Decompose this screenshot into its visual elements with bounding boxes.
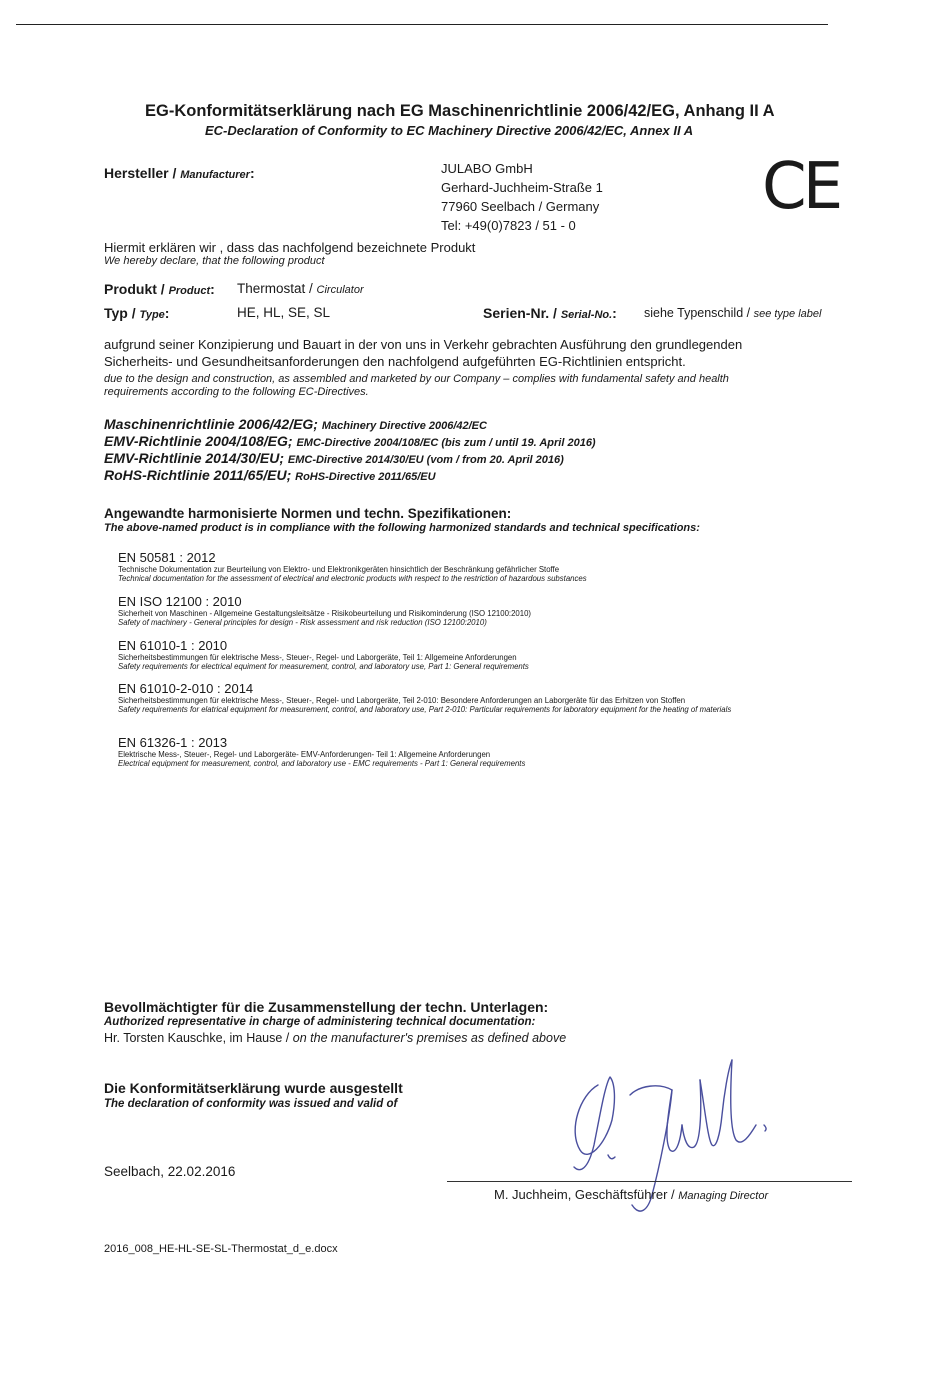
standard-desc-en: Technical documentation for the assessment of electrical and electronic products with respect to the restriction of hazardous substances xyxy=(118,574,587,583)
product-label-en: Product xyxy=(168,285,211,297)
serial-label-en: Serial-No. xyxy=(560,309,613,321)
product-value-de: Thermostat / xyxy=(237,281,313,296)
standards-heading-de: Angewandte harmonisierte Normen und techn. Spezifikationen: xyxy=(104,506,512,521)
compliance-en-line2: requirements according to the following EC-Directives. xyxy=(104,386,369,398)
manufacturer-label-en: Manufacturer xyxy=(180,169,250,181)
type-label-en: Type xyxy=(139,309,165,321)
standard-code: EN 50581 : 2012 xyxy=(118,550,216,565)
declare-en: We hereby declare, that the following product xyxy=(104,255,325,267)
file-name: 2016_008_HE-HL-SE-SL-Thermostat_d_e.docx xyxy=(104,1243,338,1255)
standard-desc-en: Electrical equipment for measurement, control, and laboratory use - EMC requirements - Part 1: General requirements xyxy=(118,759,526,768)
standard-desc-de: Sicherheitsbestimmungen für elektrische Mess-, Steuer-, Regel- und Laborgeräte, Teil 2-010: Besondere Anforderungen an Laborgeräte für das Erhitzen von Stoffen xyxy=(118,696,686,705)
issued-en: The declaration of conformity was issued and valid of xyxy=(104,1098,398,1110)
product-value-en: Circulator xyxy=(316,284,364,296)
manufacturer-label-colon: : xyxy=(249,165,255,181)
standard-item xyxy=(118,638,808,671)
address-line: Gerhard-Juchheim-Straße 1 xyxy=(441,180,603,195)
compliance-de-line2: Sicherheits- und Gesundheitsanforderungen den nachfolgend aufgeführten EG-Richtlinien entspricht. xyxy=(104,354,686,369)
serial-label-de: Serien-Nr. / xyxy=(483,305,557,321)
directive-en: EMC-Directive 2014/30/EU (vom / from 20. April 2016) xyxy=(287,454,564,466)
type-label-de: Typ / xyxy=(104,305,136,321)
signatory-de: M. Juchheim, Geschäftsführer / xyxy=(494,1187,675,1202)
signatory xyxy=(494,1187,768,1202)
product-value xyxy=(237,281,364,296)
standard-item xyxy=(118,681,808,714)
standard-code: EN 61326-1 : 2013 xyxy=(118,735,228,750)
standard-code: EN 61010-1 : 2010 xyxy=(118,638,228,653)
serial-value-en: see type label xyxy=(753,308,822,320)
standard-code: EN 61010-2-010 : 2014 xyxy=(118,681,254,696)
directive-en: EMC-Directive 2004/108/EC (bis zum / until 19. April 2016) xyxy=(296,437,596,449)
type-label-colon: : xyxy=(164,305,170,321)
product-label-de: Produkt / xyxy=(104,281,165,297)
representative-heading-de: Bevollmächtigter für die Zusammenstellung der techn. Unterlagen: xyxy=(104,999,549,1015)
representative-name xyxy=(104,1031,566,1045)
compliance-de-line1: aufgrund seiner Konzipierung und Bauart in der von uns in Verkehr gebrachten Ausführung den grundlegenden xyxy=(104,337,743,352)
manufacturer-address xyxy=(441,159,603,235)
representative-name-en: on the manufacturer's premises as defined above xyxy=(292,1031,567,1045)
manufacturer-label xyxy=(104,165,255,181)
title-en: EC-Declaration of Conformity to EC Machinery Directive 2006/42/EC, Annex II A xyxy=(205,123,694,138)
standard-desc-de: Elektrische Mess-, Steuer-, Regel- und Laborgeräte- EMV-Anforderungen- Teil 1: Allgemeine Anforderungen xyxy=(118,750,491,759)
address-line: Tel: +49(0)7823 / 51 - 0 xyxy=(441,218,576,233)
standard-desc-en: Safety requirements for elatrical equipment for measurement, control, and laboratory use, Part 2-010: Particular requirements for laboratory equipment for the heating of materials xyxy=(118,705,732,714)
standard-desc-en: Safety requirements for electrical equiment for measurement, control, and laboratory use, Part 1: General requirements xyxy=(118,662,529,671)
declare-de: Hiermit erklären wir , dass das nachfolgend bezeichnete Produkt xyxy=(104,240,476,255)
standard-item xyxy=(118,594,808,627)
standard-code: EN ISO 12100 : 2010 xyxy=(118,594,242,609)
directive-item xyxy=(104,467,436,483)
signature-line xyxy=(447,1181,852,1182)
directive-en: Machinery Directive 2006/42/EC xyxy=(321,420,487,432)
standards-heading-en: The above-named product is in compliance with the following harmonized standards and technical specifications: xyxy=(104,522,700,534)
compliance-en-line1: due to the design and construction, as assembled and marketed by our Company – complies with fundamental safety and health xyxy=(104,373,729,385)
directive-de: RoHS-Richtlinie 2011/65/EU; xyxy=(104,467,292,483)
type-value: HE, HL, SE, SL xyxy=(237,305,331,320)
title-de: EG-Konformitätserklärung nach EG Maschinenrichtlinie 2006/42/EG, Anhang II A xyxy=(145,102,775,120)
directive-item xyxy=(104,416,487,432)
standard-desc-de: Sicherheit von Maschinen - Allgemeine Gestaltungsleitsätze - Risikobeurteilung und Risikominderung (ISO 12100:2010) xyxy=(118,609,532,618)
directive-item xyxy=(104,450,564,466)
ce-mark: CE xyxy=(762,150,840,224)
standard-desc-de: Sicherheitsbestimmungen für elektrische Mess-, Steuer-, Regel- und Laborgeräte, Teil 1: Allgemeine Anforderungen xyxy=(118,653,517,662)
serial-value xyxy=(644,306,821,320)
product-label xyxy=(104,281,215,297)
standard-item xyxy=(118,735,808,768)
place-date: Seelbach, 22.02.2016 xyxy=(104,1164,236,1179)
directive-de: Maschinenrichtlinie 2006/42/EG; xyxy=(104,416,318,432)
type-label xyxy=(104,305,169,321)
standard-item xyxy=(118,550,808,583)
standard-desc-en: Safety of machinery - General principles for design - Risk assessment and risk reduction (ISO 12100:2010) xyxy=(118,618,487,627)
serial-value-de: siehe Typenschild / xyxy=(644,306,751,320)
directive-de: EMV-Richtlinie 2004/108/EG; xyxy=(104,433,293,449)
signatory-en: Managing Director xyxy=(678,1190,769,1202)
serial-label-colon: : xyxy=(612,305,617,321)
manufacturer-label-de: Hersteller / xyxy=(104,165,177,181)
issued-de: Die Konformitätserklärung wurde ausgestellt xyxy=(104,1080,403,1096)
directive-de: EMV-Richtlinie 2014/30/EU; xyxy=(104,450,284,466)
directive-item xyxy=(104,433,596,449)
representative-name-de: Hr. Torsten Kauschke, im Hause / xyxy=(104,1031,290,1045)
address-line: 77960 Seelbach / Germany xyxy=(441,199,600,214)
serial-label xyxy=(483,305,617,321)
address-line: JULABO GmbH xyxy=(441,161,533,176)
product-label-colon: : xyxy=(210,281,215,297)
representative-heading-en: Authorized representative in charge of administering technical documentation: xyxy=(104,1016,536,1028)
directive-en: RoHS-Directive 2011/65/EU xyxy=(295,471,436,483)
standard-desc-de: Technische Dokumentation zur Beurteilung von Elektro- und Elektronikgeräten hinsichtlich der Beschränkung gefährlicher Stoffe xyxy=(118,565,560,574)
